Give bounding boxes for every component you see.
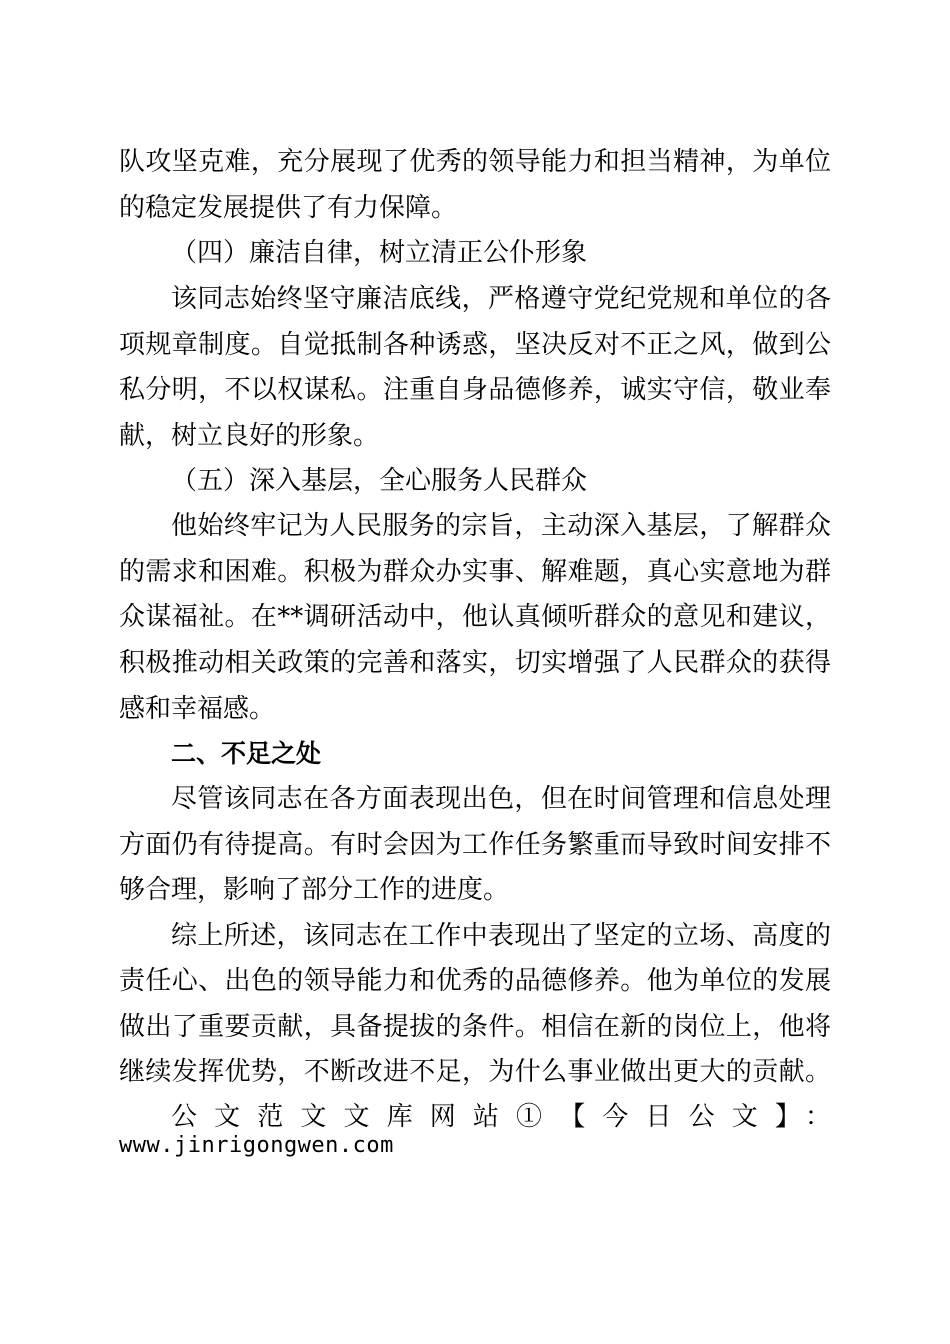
paragraph-line: 他始终牢记为人民服务的宗旨，主动深入基层，了解群众 (171, 511, 831, 541)
paragraph-line: 做出了重要贡献，具备提拔的条件。相信在新的岗位上，他将 (119, 1012, 831, 1042)
paragraph-line: 该同志始终坚守廉洁底线，严格遵守党纪党规和单位的各 (171, 284, 831, 314)
paragraph-line: 积极推动相关政策的完善和落实，切实增强了人民群众的获得 (119, 648, 831, 678)
paragraph-line: 众谋福祉。在**调研活动中，他认真倾听群众的意见和建议， (119, 602, 831, 632)
section-heading-5: （五）深入基层，全心服务人民群众 (171, 466, 588, 496)
paragraph-line: 私分明，不以权谋私。注重自身品德修养，诚实守信，敬业奉 (119, 375, 831, 405)
paragraph-line: 队攻坚克难，充分展现了优秀的领导能力和担当精神，为单位 (119, 147, 831, 177)
paragraph-line: 够合理，影响了部分工作的进度。 (119, 875, 510, 905)
paragraph-line: 项规章制度。自觉抵制各种诱惑，坚决反对不正之风，做到公 (119, 330, 831, 360)
paragraph-line: 感和幸福感。 (119, 694, 276, 724)
site-credit-line: 公文范文文库网站①【今日公文】： (171, 1102, 831, 1132)
paragraph-line: 综上所述，该同志在工作中表现出了坚定的立场、高度的 (171, 921, 831, 951)
paragraph-line: 责任心、出色的领导能力和优秀的品德修养。他为单位的发展 (119, 966, 831, 996)
site-url: www.jinrigongwen.com (119, 1133, 394, 1158)
paragraph-line: 方面仍有待提高。有时会因为工作任务繁重而导致时间安排不 (119, 830, 831, 860)
paragraph-line: 尽管该同志在各方面表现出色，但在时间管理和信息处理 (171, 784, 831, 814)
paragraph-line: 献，树立良好的形象。 (119, 421, 380, 451)
paragraph-line: 的需求和困难。积极为群众办实事、解难题，真心实意地为群 (119, 557, 831, 587)
section-heading-4: （四）廉洁自律，树立清正公仆形象 (171, 238, 588, 268)
paragraph-line: 继续发挥优势，不断改进不足，为什么事业做出更大的贡献。 (119, 1057, 831, 1087)
section-heading-2: 二、不足之处 (171, 739, 322, 768)
paragraph-line: 的稳定发展提供了有力保障。 (119, 193, 458, 223)
